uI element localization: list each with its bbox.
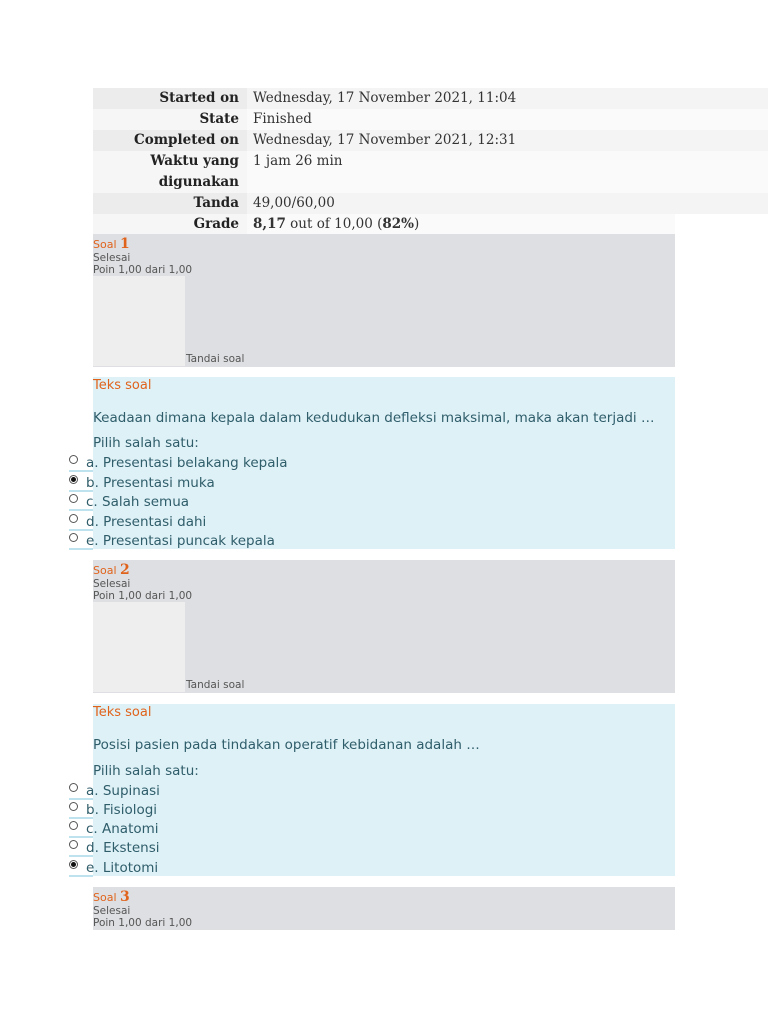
question-points: Poin 1,00 dari 1,00 [93,917,193,929]
grade-out-of: out of 10,00 ( [285,216,383,232]
radio-button-checked[interactable] [69,475,78,484]
question-text-heading: Teks soal [93,705,152,720]
radio-button[interactable] [69,783,78,792]
question-number-value: 2 [120,562,130,578]
radio-button[interactable] [69,494,78,503]
time-taken-label-line2: digunakan [158,174,239,190]
question-state: Selesai [93,252,131,264]
answer-option-label: b. Fisiologi [86,801,158,818]
answer-option-label: a. Presentasi belakang kepala [86,454,288,471]
answer-prompt: Pilih salah satu: [93,763,199,779]
started-value: Wednesday, 17 November 2021, 11:04 [247,88,768,109]
question-2-content [86,704,675,876]
question-number-value: 3 [120,889,130,905]
state-label: State [93,109,247,130]
question-soal-label: Soal [93,564,117,577]
radio-button[interactable] [69,514,78,523]
question-text: Posisi pasien pada tindakan operatif kebidanan adalah … [93,737,480,753]
summary-row-marks [93,193,768,214]
radio-button[interactable] [69,533,78,542]
summary-row-state [93,109,768,130]
time-taken-value: 1 jam 26 min [247,151,768,193]
question-number [93,889,130,905]
summary-row-started [93,88,768,109]
radio-button[interactable] [69,821,78,830]
completed-value: Wednesday, 17 November 2021, 12:31 [247,130,768,151]
time-taken-label [93,151,247,193]
question-number [93,562,130,578]
question-number [93,236,130,252]
grade-value [247,214,675,235]
started-label: Started on [93,88,247,109]
flag-question-link[interactable]: Tandai soal [186,353,245,365]
completed-label: Completed on [93,130,247,151]
question-state: Selesai [93,905,131,917]
radio-button[interactable] [69,840,78,849]
answer-option-label: b. Presentasi muka [86,474,215,491]
grade-close: ) [413,216,420,232]
question-points: Poin 1,00 dari 1,00 [93,590,193,602]
answer-option-label: e. Litotomi [86,859,159,876]
answer-option-label: c. Anatomi [86,820,159,837]
radio-button-checked[interactable] [69,860,78,869]
question-2-info [93,560,675,693]
question-state: Selesai [93,578,131,590]
marks-value: 49,00/60,00 [247,193,768,214]
answer-prompt: Pilih salah satu: [93,435,199,451]
answer-option-label: c. Salah semua [86,493,190,510]
answer-option-e[interactable] [69,531,275,550]
grade-score: 8,17 [253,216,286,232]
answer-option-label: d. Presentasi dahi [86,513,207,530]
question-number-value: 1 [120,236,130,252]
answer-option-label: d. Ekstensi [86,839,160,856]
summary-row-grade [93,214,768,235]
answer-option-label: a. Supinasi [86,782,160,799]
radio-underline [69,509,93,511]
summary-row-completed [93,130,768,151]
question-1-content [86,377,675,549]
question-text: Keadaan dimana kepala dalam kedudukan defleksi maksimal, maka akan terjadi … [93,410,655,426]
question-1-info [93,234,675,367]
answer-option-label: e. Presentasi puncak kepala [86,532,275,549]
answer-option-a[interactable] [69,453,288,472]
radio-button[interactable] [69,455,78,464]
radio-underline [69,548,93,550]
radio-button[interactable] [69,802,78,811]
attempt-summary-table [93,88,768,235]
question-info-panel [93,276,185,366]
radio-underline [69,855,93,857]
grade-percent: 82% [382,216,414,232]
time-taken-label-line1: Waktu yang [150,153,239,169]
question-info-panel [93,602,185,692]
question-soal-label: Soal [93,238,117,251]
question-3-info [93,887,675,930]
state-value: Finished [247,109,768,130]
question-points: Poin 1,00 dari 1,00 [93,264,193,276]
marks-label: Tanda [93,193,247,214]
grade-label: Grade [93,214,247,235]
question-soal-label: Soal [93,891,117,904]
summary-row-time-taken [93,151,768,193]
radio-underline [69,470,93,472]
flag-question-link[interactable]: Tandai soal [186,679,245,691]
question-text-heading: Teks soal [93,378,152,393]
radio-underline [69,875,93,877]
